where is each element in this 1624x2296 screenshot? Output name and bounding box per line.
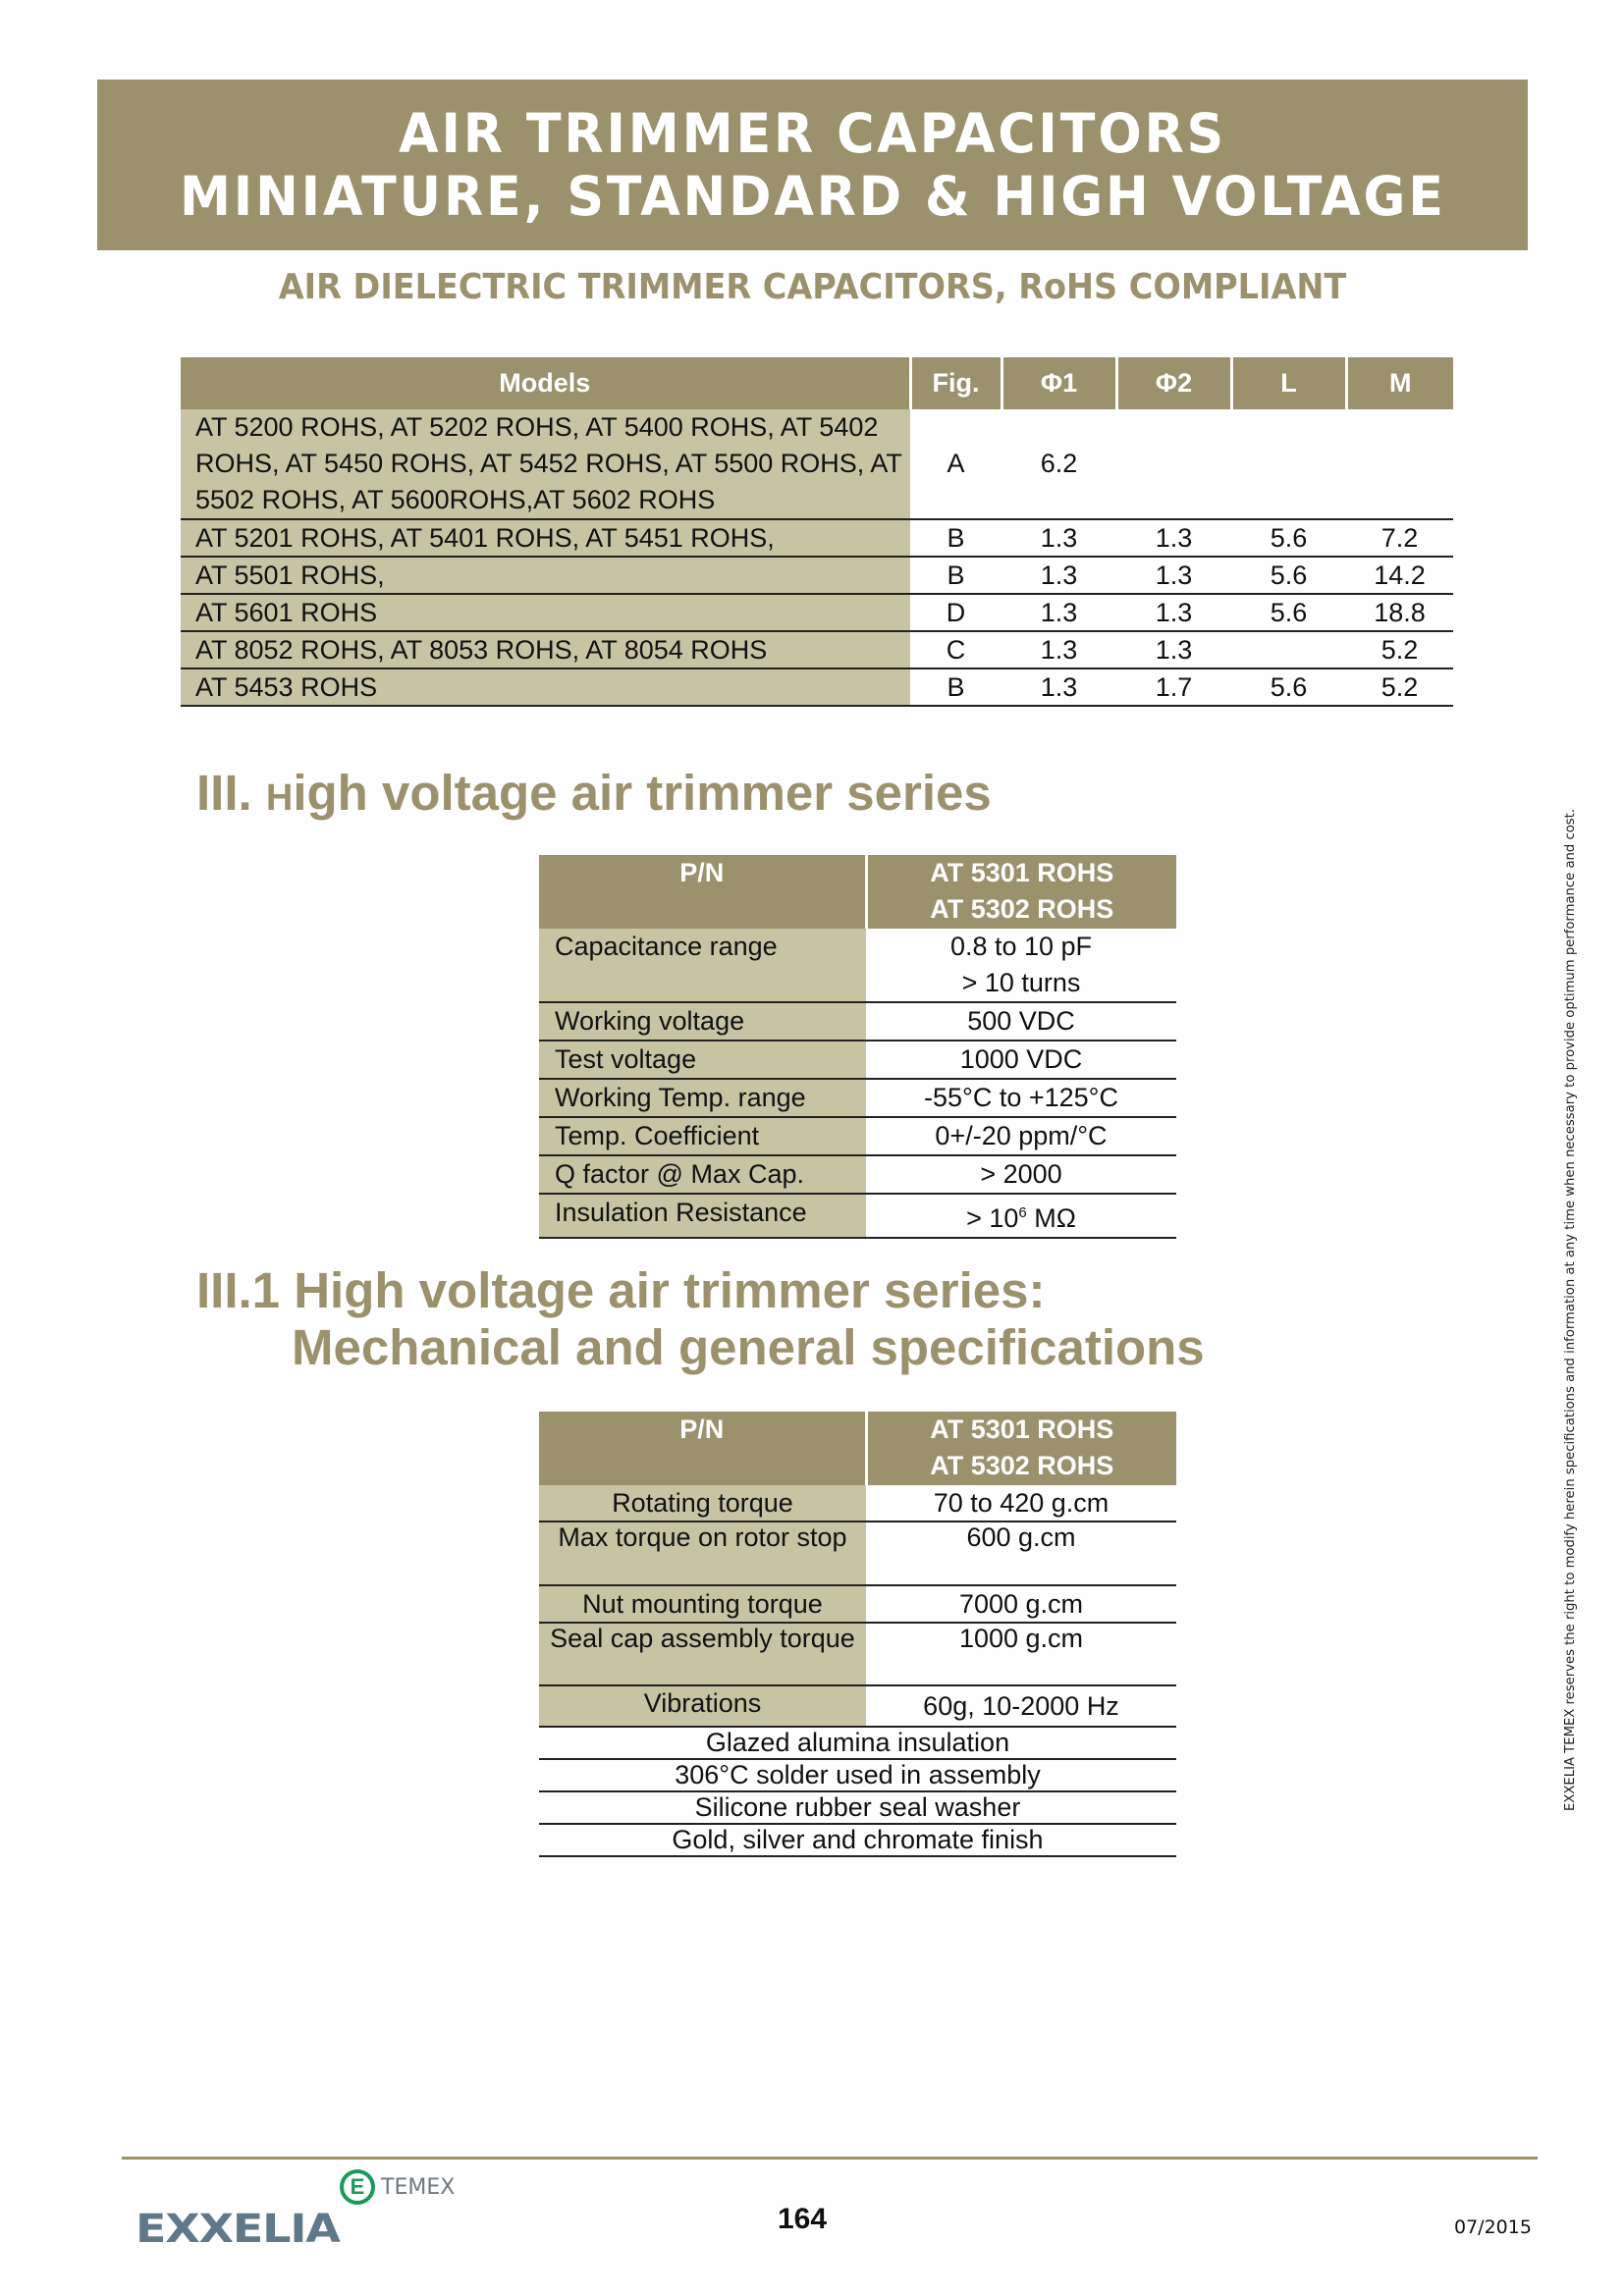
spec-value: -55°C to +125°C	[866, 1079, 1176, 1117]
l-cell: 5.6	[1231, 557, 1346, 594]
electrical-specs-table	[539, 855, 1176, 1239]
l-cell: 5.6	[1231, 519, 1346, 557]
footer-divider	[122, 2157, 1538, 2160]
spec-value: 7000 g.cm	[866, 1585, 1176, 1623]
table-row	[539, 1522, 1176, 1585]
title-line-2: MINIATURE, STANDARD & HIGH VOLTAGE	[179, 165, 1446, 228]
models-cell: AT 5453 ROHS	[181, 668, 910, 706]
model-name: AT 5301 ROHS	[930, 858, 1114, 887]
spec-label: Insulation Resistance	[539, 1194, 866, 1238]
phi1-cell: 6.2	[1001, 409, 1116, 519]
disclaimer-side-note: EXXELIA TEMEX reserves the right to modify herein specifications and information at any time when necessary to provide optimum performance and cost.	[1563, 808, 1578, 1811]
spec-value: 1000 VDC	[866, 1041, 1176, 1079]
note-cell: Silicone rubber seal washer	[539, 1791, 1176, 1824]
spec-label: Temp. Coefficient	[539, 1117, 866, 1155]
heading-initial: H	[265, 777, 294, 819]
title-line-1: AIR TRIMMER CAPACITORS	[399, 102, 1226, 165]
note-row	[539, 1791, 1176, 1824]
phi1-cell: 1.3	[1001, 557, 1116, 594]
l-cell: 5.6	[1231, 594, 1346, 631]
phi2-cell: 1.3	[1116, 557, 1231, 594]
phi1-cell: 1.3	[1001, 668, 1116, 706]
unit: MΩ	[1026, 1203, 1076, 1233]
turns-value: > 10 turns	[961, 968, 1081, 997]
temex-e-icon: E	[340, 2169, 375, 2205]
header-pn: P/N	[539, 855, 866, 929]
title-banner	[97, 80, 1528, 250]
table-row	[539, 1485, 1176, 1522]
phi2-cell: 1.3	[1116, 631, 1231, 668]
subtitle: AIR DIELECTRIC TRIMMER CAPACITORS, RoHS COMPLIANT	[278, 267, 1347, 307]
table-row	[181, 557, 1453, 594]
spec-label: Max torque on rotor stop	[539, 1522, 866, 1585]
logo-temex-text: TEMEX	[381, 2175, 456, 2200]
section-3-1-heading	[196, 1262, 1205, 1376]
table-row	[539, 1155, 1176, 1194]
note-row	[539, 1759, 1176, 1791]
spec-label: Vibrations	[539, 1685, 866, 1727]
value-text: > 10	[966, 1203, 1019, 1233]
table-header-row	[539, 1412, 1176, 1485]
phi2-cell: 1.7	[1116, 668, 1231, 706]
table-header-row	[181, 357, 1453, 409]
heading-line-1: III.1 High voltage air trimmer series:	[196, 1262, 1046, 1318]
table-row	[539, 1041, 1176, 1079]
spec-label: Nut mounting torque	[539, 1585, 866, 1623]
table-row	[181, 594, 1453, 631]
m-cell: 18.8	[1346, 594, 1453, 631]
table-row	[539, 1685, 1176, 1727]
fig-cell: B	[910, 557, 1001, 594]
models-cell: AT 8052 ROHS, AT 8053 ROHS, AT 8054 ROHS	[181, 631, 910, 668]
table-row	[539, 929, 1176, 1002]
l-cell	[1231, 631, 1346, 668]
revision-date: 07/2015	[1454, 2216, 1532, 2238]
header-l: L	[1231, 357, 1346, 409]
spec-value: 500 VDC	[866, 1002, 1176, 1041]
spec-value	[866, 1194, 1176, 1238]
spec-label: Test voltage	[539, 1041, 866, 1079]
models-cell: AT 5601 ROHS	[181, 594, 910, 631]
exponent: 6	[1018, 1204, 1027, 1221]
spec-value: 60g, 10-2000 Hz	[866, 1685, 1176, 1727]
table-row	[181, 631, 1453, 668]
spec-label: Rotating torque	[539, 1485, 866, 1522]
m-cell: 7.2	[1346, 519, 1453, 557]
m-cell	[1346, 409, 1453, 519]
company-logo	[135, 2167, 456, 2256]
phi1-cell: 1.3	[1001, 594, 1116, 631]
model-name: AT 5301 ROHS	[930, 1415, 1114, 1444]
phi2-cell: 1.3	[1116, 594, 1231, 631]
spec-value: > 2000	[866, 1155, 1176, 1194]
spec-value: 70 to 420 g.cm	[866, 1485, 1176, 1522]
phi2-cell: 1.3	[1116, 519, 1231, 557]
spec-value	[866, 929, 1176, 1002]
header-models	[866, 855, 1176, 929]
fig-cell: C	[910, 631, 1001, 668]
note-cell: Gold, silver and chromate finish	[539, 1824, 1176, 1856]
spec-label: Working voltage	[539, 1002, 866, 1041]
header-phi2: Φ2	[1116, 357, 1231, 409]
m-cell: 14.2	[1346, 557, 1453, 594]
phi1-cell: 1.3	[1001, 631, 1116, 668]
page-number: 164	[778, 2203, 828, 2235]
fig-cell: B	[910, 668, 1001, 706]
models-cell: AT 5200 ROHS, AT 5202 ROHS, AT 5400 ROHS, AT 5402 ROHS, AT 5450 ROHS, AT 5452 ROHS, AT 5500 ROHS, AT 5502 ROHS, AT 5600ROHS,AT 5602 ROHS	[181, 409, 910, 519]
spec-value: 600 g.cm	[866, 1522, 1176, 1585]
heading-text: igh voltage air trimmer series	[293, 765, 992, 821]
table-row	[181, 519, 1453, 557]
header-m: M	[1346, 357, 1453, 409]
fig-cell: A	[910, 409, 1001, 519]
phi2-cell	[1116, 409, 1231, 519]
models-cell: AT 5501 ROHS,	[181, 557, 910, 594]
note-row	[539, 1824, 1176, 1856]
m-cell: 5.2	[1346, 631, 1453, 668]
spec-label: Working Temp. range	[539, 1079, 866, 1117]
note-row	[539, 1727, 1176, 1759]
header-models: Models	[181, 357, 910, 409]
dimensions-table	[181, 357, 1453, 707]
header-models	[866, 1412, 1176, 1485]
fig-cell: B	[910, 519, 1001, 557]
m-cell: 5.2	[1346, 668, 1453, 706]
table-row	[181, 409, 1453, 519]
table-row	[539, 1002, 1176, 1041]
model-name: AT 5302 ROHS	[930, 894, 1114, 924]
l-cell	[1231, 409, 1346, 519]
spec-value: 1000 g.cm	[866, 1623, 1176, 1685]
header-pn: P/N	[539, 1412, 866, 1485]
spec-label: Capacitance range	[539, 929, 866, 1002]
table-row	[539, 1623, 1176, 1685]
spec-label: Seal cap assembly torque	[539, 1623, 866, 1685]
mechanical-specs-table	[539, 1412, 1176, 1857]
table-row	[539, 1585, 1176, 1623]
note-cell: 306°C solder used in assembly	[539, 1759, 1176, 1791]
logo-exxelia-text: EXXELIA	[135, 2207, 340, 2252]
table-row	[539, 1117, 1176, 1155]
section-3-heading	[196, 764, 992, 822]
table-row	[181, 668, 1453, 706]
header-phi1: Φ1	[1001, 357, 1116, 409]
table-row	[539, 1079, 1176, 1117]
heading-line-2: Mechanical and general specifications	[292, 1319, 1205, 1375]
spec-value: 0+/-20 ppm/°C	[866, 1117, 1176, 1155]
section-number: III.	[196, 765, 266, 821]
models-cell: AT 5201 ROHS, AT 5401 ROHS, AT 5451 ROHS,	[181, 519, 910, 557]
spec-label: Q factor @ Max Cap.	[539, 1155, 866, 1194]
capacitance-value: 0.8 to 10 pF	[949, 932, 1093, 961]
l-cell: 5.6	[1231, 668, 1346, 706]
model-name: AT 5302 ROHS	[930, 1451, 1114, 1480]
table-header-row	[539, 855, 1176, 929]
phi1-cell: 1.3	[1001, 519, 1116, 557]
header-fig: Fig.	[910, 357, 1001, 409]
fig-cell: D	[910, 594, 1001, 631]
note-cell: Glazed alumina insulation	[539, 1727, 1176, 1759]
table-row	[539, 1194, 1176, 1238]
